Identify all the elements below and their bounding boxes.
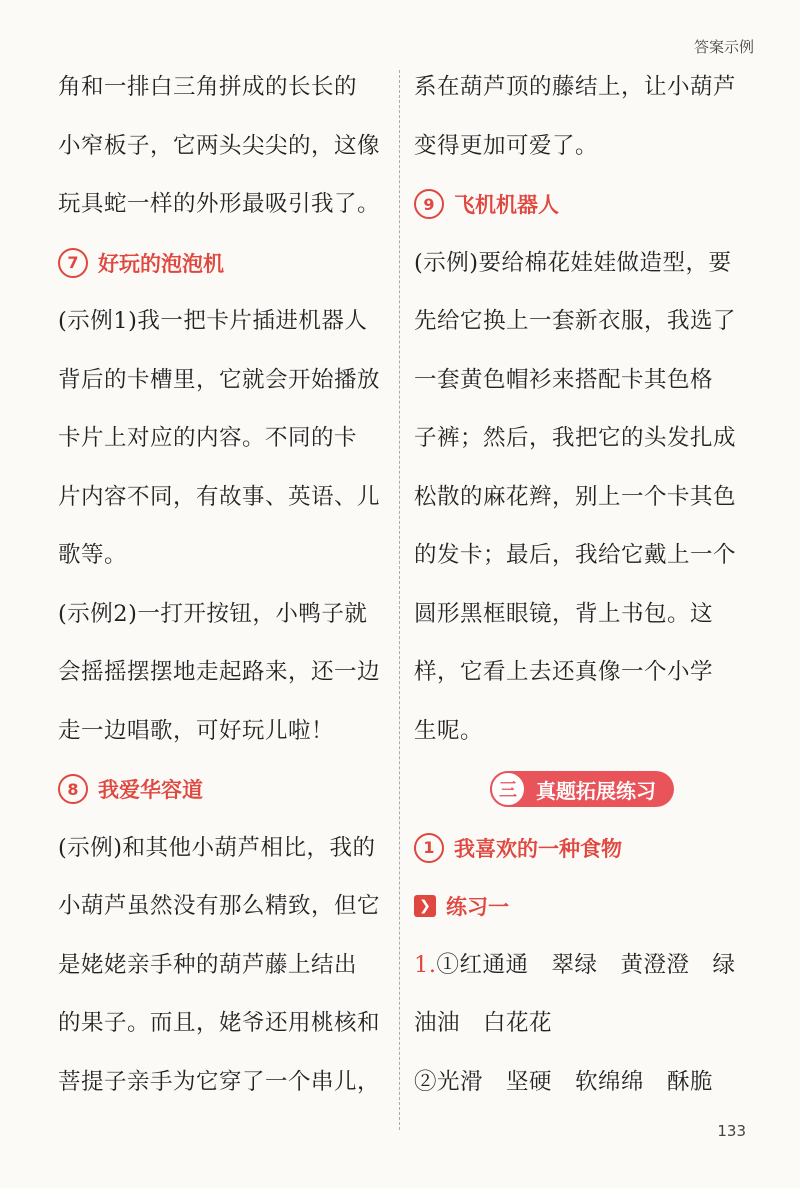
number-badge-icon: 9 [414, 189, 444, 219]
text-line: 小窄板子，它两头尖尖的，这像 [58, 132, 381, 159]
text-line: 会摇摇摆摆地走起路来，还一边 [58, 659, 381, 685]
text-line: (示例)要给棉花娃娃做造型，要 [414, 249, 732, 276]
number-badge-icon: 7 [58, 248, 88, 278]
section-banner [414, 760, 750, 819]
practice-heading [414, 877, 750, 936]
item-1-title: 我喜欢的一种食物 [454, 836, 622, 861]
left-column [58, 58, 386, 1111]
text-line: 小葫芦虽然没有那么精致，但它 [58, 893, 381, 919]
text-line: (示例)和其他小葫芦相比，我的 [58, 834, 376, 861]
text-line: 一套黄色帽衫来搭配卡其色格 [414, 366, 714, 393]
text-line: 圆形黑框眼镜，背上书包。这 [414, 600, 714, 627]
section-title: 真题拓展练习 [536, 778, 656, 803]
answer-text: ①红通通 翠绿 黄澄澄 绿 [436, 951, 736, 978]
item-9-title: 飞机机器人 [454, 193, 559, 218]
text-line: 是姥姥亲手种的葫芦藤上结出 [58, 951, 358, 978]
number-badge-icon: 1 [414, 833, 444, 863]
item-1-heading [414, 819, 750, 878]
answer-line [414, 936, 750, 995]
practice-title: 练习一 [446, 895, 509, 920]
text-line: 走一边唱歌，可好玩儿啦！ [58, 717, 335, 744]
text-line: 菩提子亲手为它穿了一个串儿， [58, 1068, 381, 1095]
text-line: 片内容不同，有故事、英语、儿 [58, 483, 381, 510]
text-line: 卡片上对应的内容。不同的卡 [58, 425, 358, 451]
text-line: 生呢。 [414, 717, 484, 744]
text-line: 的发卡；最后，我给它戴上一个 [414, 542, 737, 568]
text-line: (示例1)我一把卡片插进机器人 [58, 308, 368, 334]
answer-line: 油油 白花花 [414, 1010, 553, 1036]
item-7-title: 好玩的泡泡机 [98, 251, 224, 276]
item-9-heading [414, 175, 750, 234]
text-line: 玩具蛇一样的外形最吸引我了。 [58, 191, 381, 217]
number-badge-icon: 8 [58, 774, 88, 804]
section-number-chip: 三 [490, 771, 526, 807]
column-divider [399, 70, 400, 1130]
text-line: 子裤；然后，我把它的头发扎成 [414, 425, 737, 451]
text-line: (示例2)一打开按钮，小鸭子就 [58, 600, 368, 627]
page-number: 133 [717, 1122, 746, 1140]
text-line: 系在葫芦顶的藤结上，让小葫芦 [414, 74, 737, 100]
text-line: 背后的卡槽里，它就会开始播放 [58, 366, 381, 393]
answer-number: 1. [414, 951, 437, 978]
text-line: 歌等。 [58, 542, 128, 568]
text-line: 先给它换上一套新衣服，我选了 [414, 308, 737, 334]
item-7-heading [58, 234, 386, 293]
right-column [414, 58, 750, 1111]
arrow-right-icon: ❯ [414, 895, 436, 917]
text-line: 松散的麻花辫，别上一个卡其色 [414, 483, 737, 510]
header-tag: 答案示例 [693, 38, 754, 56]
answer-line: ②光滑 坚硬 软绵绵 酥脆 [414, 1068, 714, 1095]
text-line: 角和一排白三角拼成的长长的 [58, 74, 358, 100]
item-8-heading [58, 760, 386, 819]
item-8-title: 我爱华容道 [98, 778, 203, 803]
text-line: 变得更加可爱了。 [414, 132, 599, 159]
text-line: 的果子。而且，姥爷还用桃核和 [58, 1010, 381, 1036]
section-banner-pill [490, 771, 674, 807]
text-line: 样，它看上去还真像一个小学 [414, 659, 714, 685]
